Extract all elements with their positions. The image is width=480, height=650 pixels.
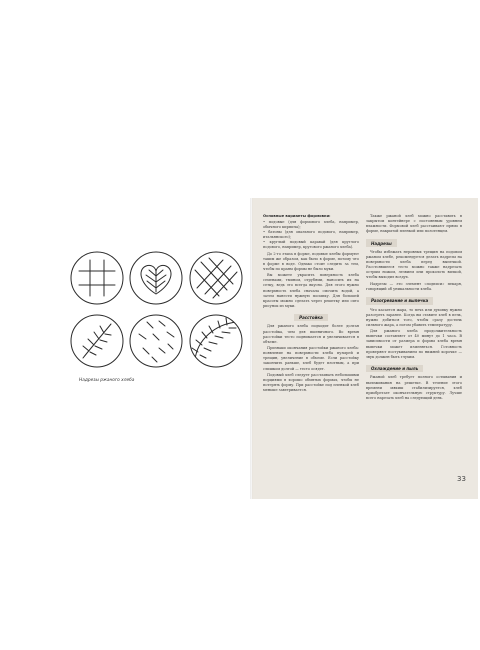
right-page xyxy=(252,198,478,499)
book-spread xyxy=(27,198,478,499)
section-heading-nadrezy: Надрезы xyxy=(366,239,397,247)
paragraph: Вы можете украсить поверхность хлеба семенами, тмином, отрубями, наносить их на сетку, ведь это всегда вкусно. Для этого нужно поверхность хлеба сначала смочить водой, а затем нанести нужную посыпку. Для большей красоты можно сделать через решетку или сито рисунок из муки. xyxy=(263,273,359,308)
figure-caption: Надрезы ржаного хлеба xyxy=(79,378,135,383)
text-column-right xyxy=(366,214,462,402)
paragraph: Для ржаного хлеба подходит более долгая расстойка, чем для пшеничного. Во время расстойки тесто поднимается и увеличивается в объеме. xyxy=(263,324,359,344)
section-heading-okhlazhdenie: Охлаждение и пыль xyxy=(366,365,423,373)
book-gutter xyxy=(250,198,253,499)
pattern-leaf xyxy=(190,315,242,367)
pattern-heart xyxy=(130,252,182,304)
text-column-left xyxy=(263,214,359,395)
section-heading-razogrevanie: Разогревание и выпечка xyxy=(366,297,433,305)
paragraph: Ржаной хлеб требует полного остывания и вылеживания на решетке. В течение этого времени мякиш стабилизируется, хлеб приобретает окончательную структуру. Лучше всего нарезать хлеб на следующий день. xyxy=(366,375,462,400)
paragraph: Надрезы — это элемент «подписи» пекаря, говорящий об уникальности хлеба. xyxy=(366,281,462,291)
left-page xyxy=(27,198,252,499)
paragraph: Подовый хлеб следует расстаивать небольшими порциями в хорошо обмятых формах, чтобы не потерять форму. При расстойке под пленкой хлеб меньше заветривается. xyxy=(263,372,359,393)
pattern-crosshatch xyxy=(190,252,242,304)
list-item: • подовые (для формового хлеба, например, обычного кирпича); xyxy=(263,219,359,229)
paragraph: Для ржаного хлеба продолжительность выпечки составляет от 40 минут до 1 часа. В зависимости от размера и формы хлеба время выпечки может изменяться. Готовность проверяют постукиванием по нижней корочке — звук должен быть глухим. xyxy=(366,329,462,359)
pattern-slashes xyxy=(130,315,182,367)
section-heading-rasstoyka: Расстойка xyxy=(294,314,328,322)
page-number: 33 xyxy=(457,475,466,483)
paragraph: Признаки окончания расстойки ржаного хлеба: появление на поверхности хлеба пузырей и трещин, увеличение в объеме. Если расстойку закончить раньше, хлеб будет плотным, а при слишком долгой — тесто осядет. xyxy=(263,346,359,371)
paragraph: Также ржаной хлеб можно расставить в закрытом контейнере с постоянным уровнем влажности. Формовой хлеб расстаивают прямо в форме, накрытой пленкой или полотенцем. xyxy=(366,214,462,234)
pattern-wheat xyxy=(71,315,123,367)
list-item: • круглый подовый каравай (для круглого подового, например, кругового ржаного хлеба). xyxy=(263,240,359,250)
paragraph: Что касается жара, то печь или духовку нужно разогреть заранее. Когда вы ставите хлеб в печь, нужно добиться того, чтобы сразу достичь сильного жара, а потом убавить температуру. xyxy=(366,307,462,327)
list-item: • батоны (для овального подового, например, итальянского); xyxy=(263,229,359,239)
scoring-patterns-illustration xyxy=(67,248,247,373)
paragraph: До 2-го этапа в форме, подовые хлебы формуют таким же образом, как было в форме, потому что в форме в воде. Однако стоит следить за тем, чтобы по краям формы не было муки. xyxy=(263,251,359,271)
formovka-list xyxy=(263,220,359,251)
pattern-grid xyxy=(71,252,123,304)
paragraph: Чтобы избежать неровных трещин на подовом ржаном хлебе, рекомендуется делать надрезы на поверхности хлеба перед выпечкой. Расстоявшееся тесто можно также надрезать острым ножом, лезвием или проколоть вилкой, чтобы выходил воздух. xyxy=(366,249,462,280)
lead-heading: Основные варианты формовки: xyxy=(263,214,331,218)
